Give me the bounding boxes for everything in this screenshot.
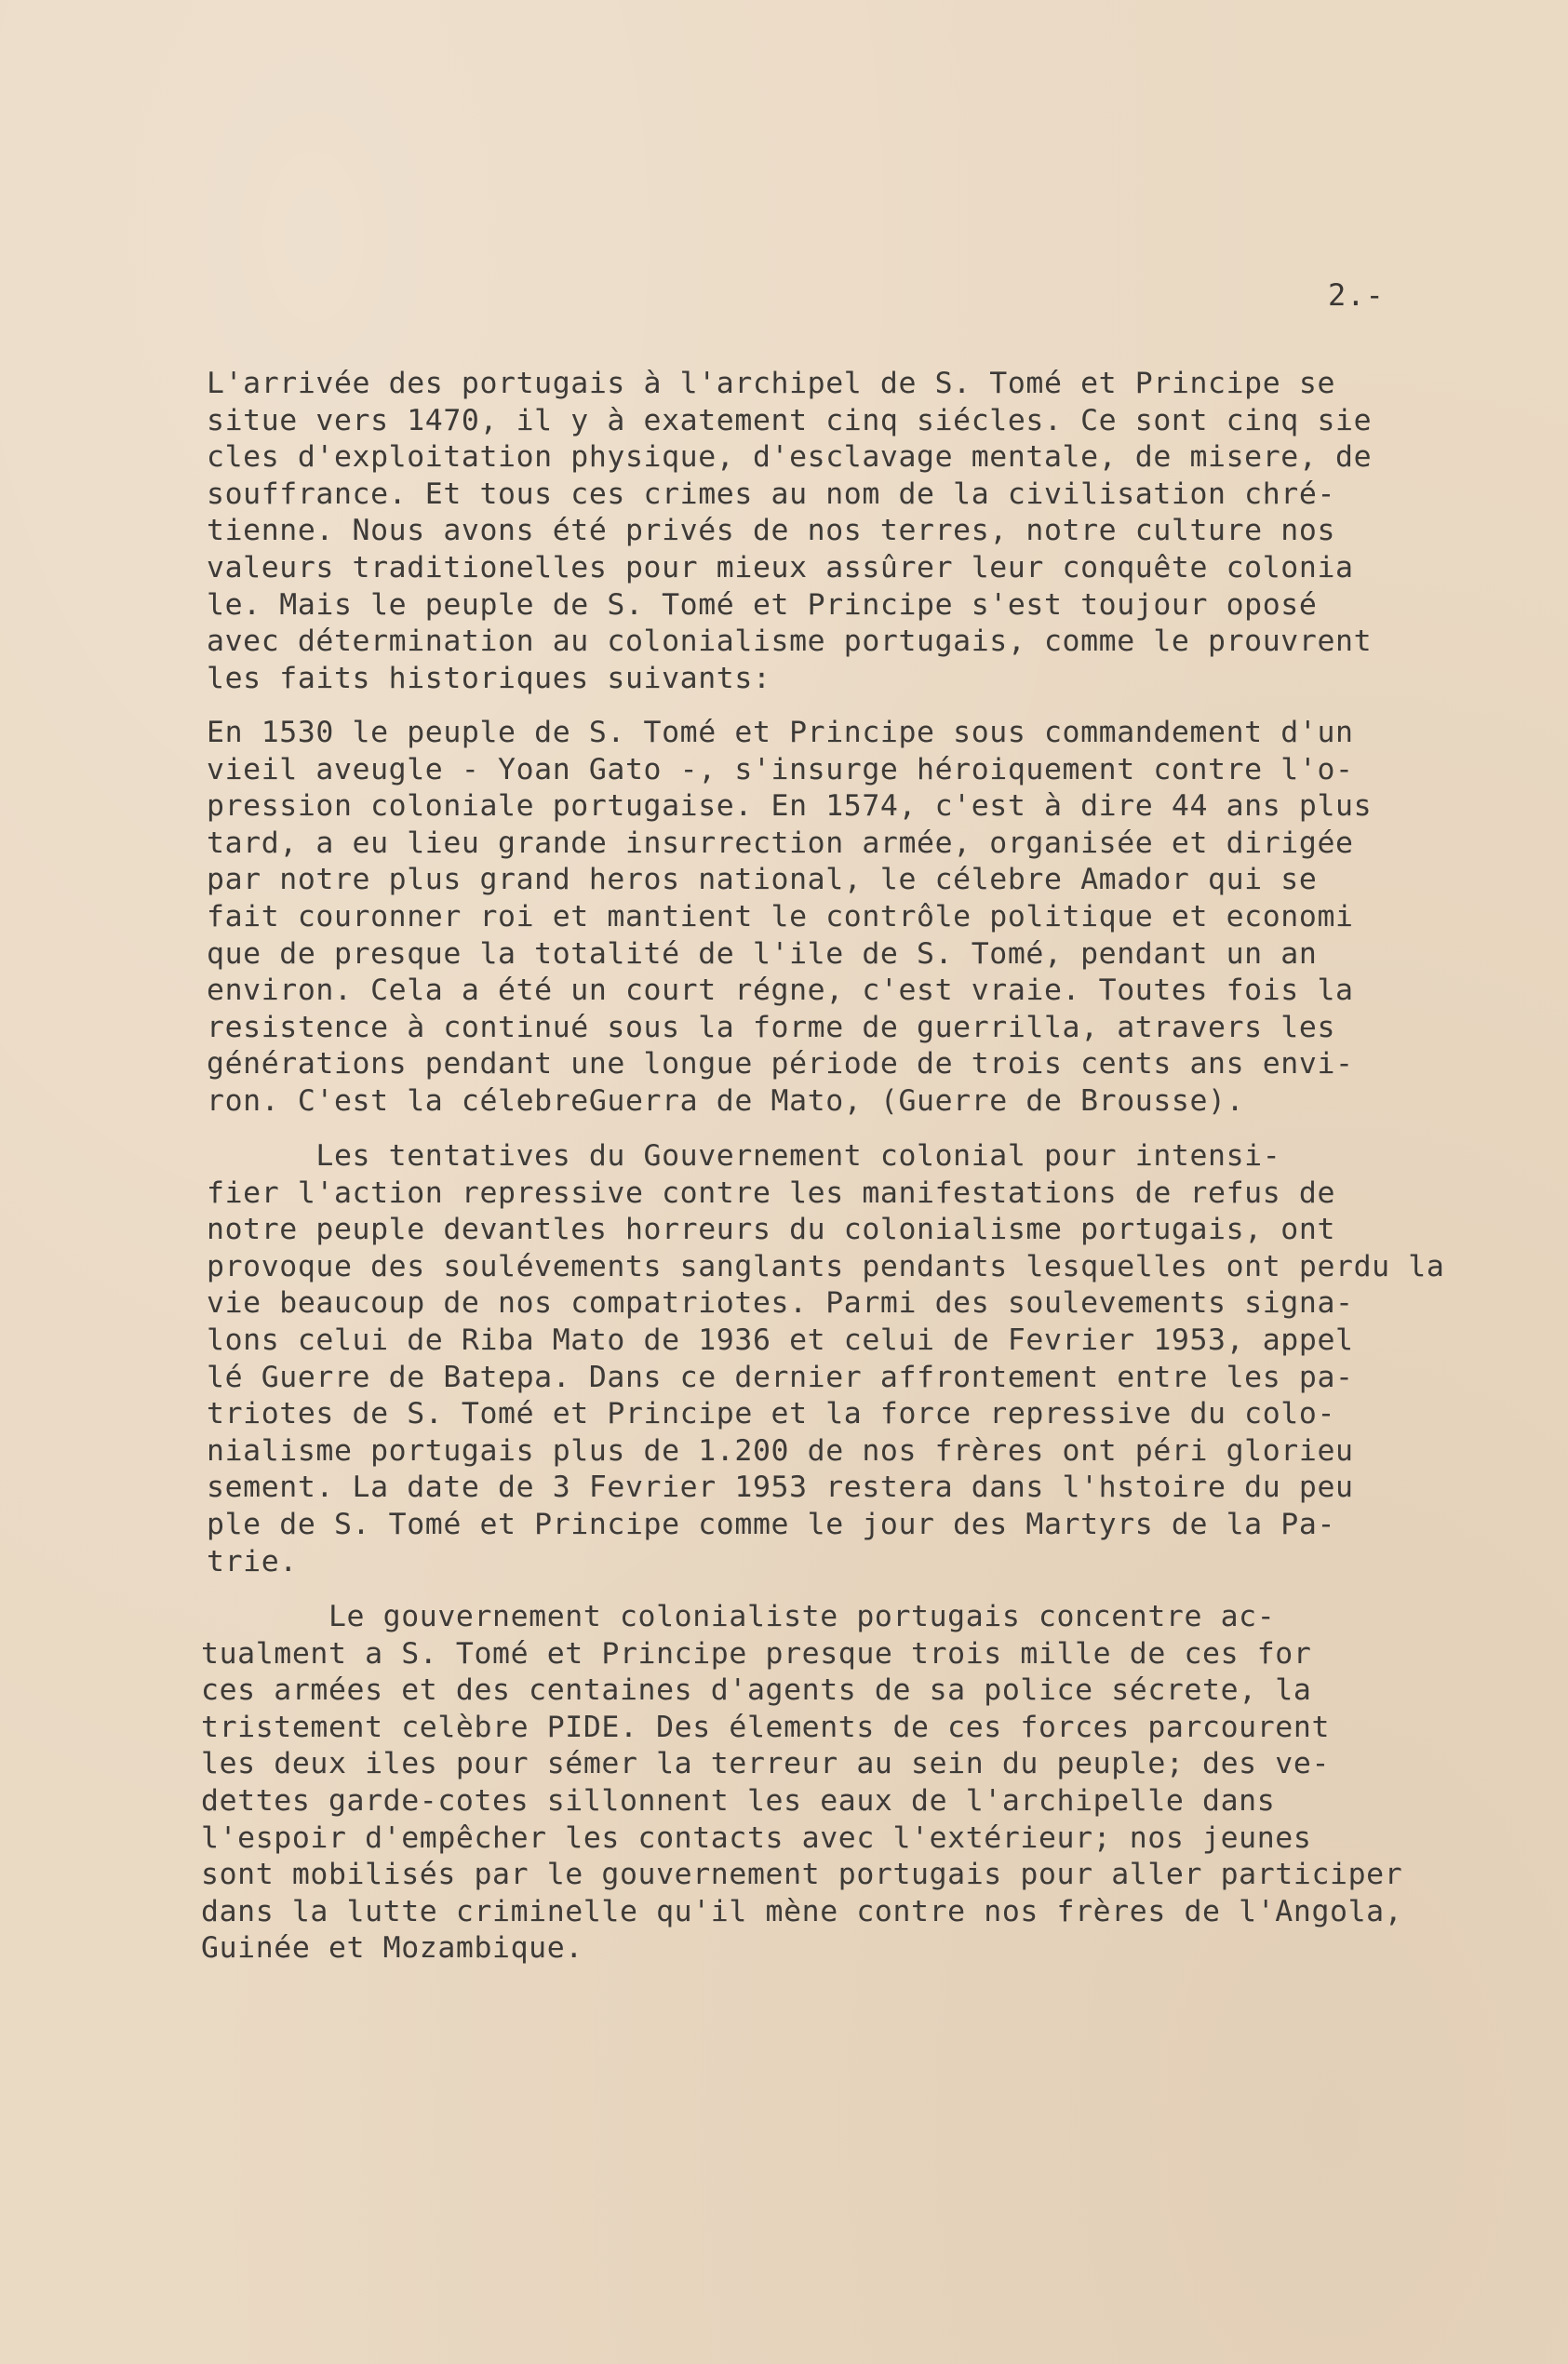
- text-line: Le gouvernement colonialiste portugais concentre ac-: [201, 1600, 1276, 1633]
- page-number: 2.-: [1328, 277, 1385, 313]
- text-line: resistence à continué sous la forme de guerrilla, atravers les: [207, 1010, 1336, 1044]
- text-line: le. Mais le peuple de S. Tomé et Principe s'est toujour oposé: [207, 587, 1318, 622]
- text-line: ron. C'est la célebreGuerra de Mato, (Guerre de Brousse).: [207, 1084, 1245, 1118]
- text-line: fait couronner roi et mantient le contrôle politique et economi: [207, 900, 1354, 934]
- text-line: notre peuple devantles horreurs du colonialisme portugais, ont: [207, 1213, 1336, 1247]
- text-line: pression coloniale portugaise. En 1574, c'est à dire 44 ans plus: [207, 789, 1373, 824]
- text-line: tualment a S. Tomé et Principe presque trois mille de ces for: [201, 1636, 1312, 1671]
- text-line: ple de S. Tomé et Principe comme le jour des Martyrs de la Pa-: [207, 1508, 1336, 1541]
- text-line: valeurs traditionelles pour mieux assûrer leur conquête colonia: [207, 551, 1354, 584]
- text-line: Les tentatives du Gouvernement colonial pour intensi-: [207, 1139, 1281, 1173]
- text-line: trie.: [207, 1544, 298, 1578]
- text-line: vieil aveugle - Yoan Gato -, s'insurge héroiquement contre l'o-: [207, 752, 1354, 786]
- text-line: fier l'action repressive contre les manifestations de refus de: [207, 1175, 1336, 1210]
- text-line: les faits historiques suivants:: [207, 661, 771, 695]
- text-line: que de presque la totalité de l'ile de S. Tomé, pendant un an: [207, 936, 1318, 971]
- text-line: dans la lutte criminelle qu'il mène contre nos frères de l'Angola,: [201, 1894, 1403, 1928]
- text-line: tard, a eu lieu grande insurrection armée, organisée et dirigée: [207, 826, 1354, 860]
- text-line: tienne. Nous avons été privés de nos terres, notre culture nos: [207, 514, 1336, 548]
- text-line: cles d'exploitation physique, d'esclavage mentale, de misere, de: [207, 440, 1373, 475]
- text-line: triotes de S. Tomé et Principe et la force repressive du colo-: [207, 1397, 1336, 1431]
- text-line: l'espoir d'empêcher les contacts avec l'extérieur; nos jeunes: [201, 1820, 1312, 1855]
- text-line: générations pendant une longue période de trois cents ans envi-: [207, 1047, 1354, 1081]
- text-line: nialisme portugais plus de 1.200 de nos frères ont péri glorieu: [207, 1433, 1354, 1468]
- text-line: dettes garde-cotes sillonnent les eaux de l'archipelle dans: [201, 1784, 1276, 1818]
- text-line: lé Guerre de Batepa. Dans ce dernier affrontement entre les pa-: [207, 1360, 1354, 1394]
- text-line: vie beaucoup de nos compatriotes. Parmi des soulevements signa-: [207, 1286, 1354, 1321]
- text-line: les deux iles pour sémer la terreur au sein du peuple; des ve-: [201, 1747, 1331, 1781]
- text-line: lons celui de Riba Mato de 1936 et celui de Fevrier 1953, appel: [207, 1323, 1354, 1357]
- text-line: Guinée et Mozambique.: [201, 1931, 583, 1966]
- text-line: En 1530 le peuple de S. Tomé et Principe sous commandement d'un: [207, 716, 1354, 749]
- text-line: souffrance. Et tous ces crimes au nom de la civilisation chré-: [207, 477, 1336, 511]
- text-line: par notre plus grand heros national, le célebre Amador qui se: [207, 863, 1318, 897]
- text-line: L'arrivée des portugais à l'archipel de S. Tomé et Principe se: [207, 367, 1336, 400]
- text-line: sement. La date de 3 Fevrier 1953 restera dans l'hstoire du peu: [207, 1471, 1354, 1505]
- text-line: sont mobilisés par le gouvernement portugais pour aller participer: [201, 1858, 1403, 1892]
- text-line: avec détermination au colonialisme portugais, comme le prouvrent: [207, 625, 1373, 659]
- text-line: situe vers 1470, il y à exatement cinq siécles. Ce sont cinq sie: [207, 403, 1373, 437]
- text-line: tristement celèbre PIDE. Des élements de ces forces parcourent: [201, 1710, 1331, 1744]
- text-line: ces armées et des centaines d'agents de sa police sécrete, la: [201, 1673, 1312, 1708]
- text-line: environ. Cela a été un court régne, c'est vraie. Toutes fois la: [207, 974, 1354, 1008]
- text-line: provoque des soulévements sanglants pendants lesquelles ont perdu la: [207, 1249, 1445, 1283]
